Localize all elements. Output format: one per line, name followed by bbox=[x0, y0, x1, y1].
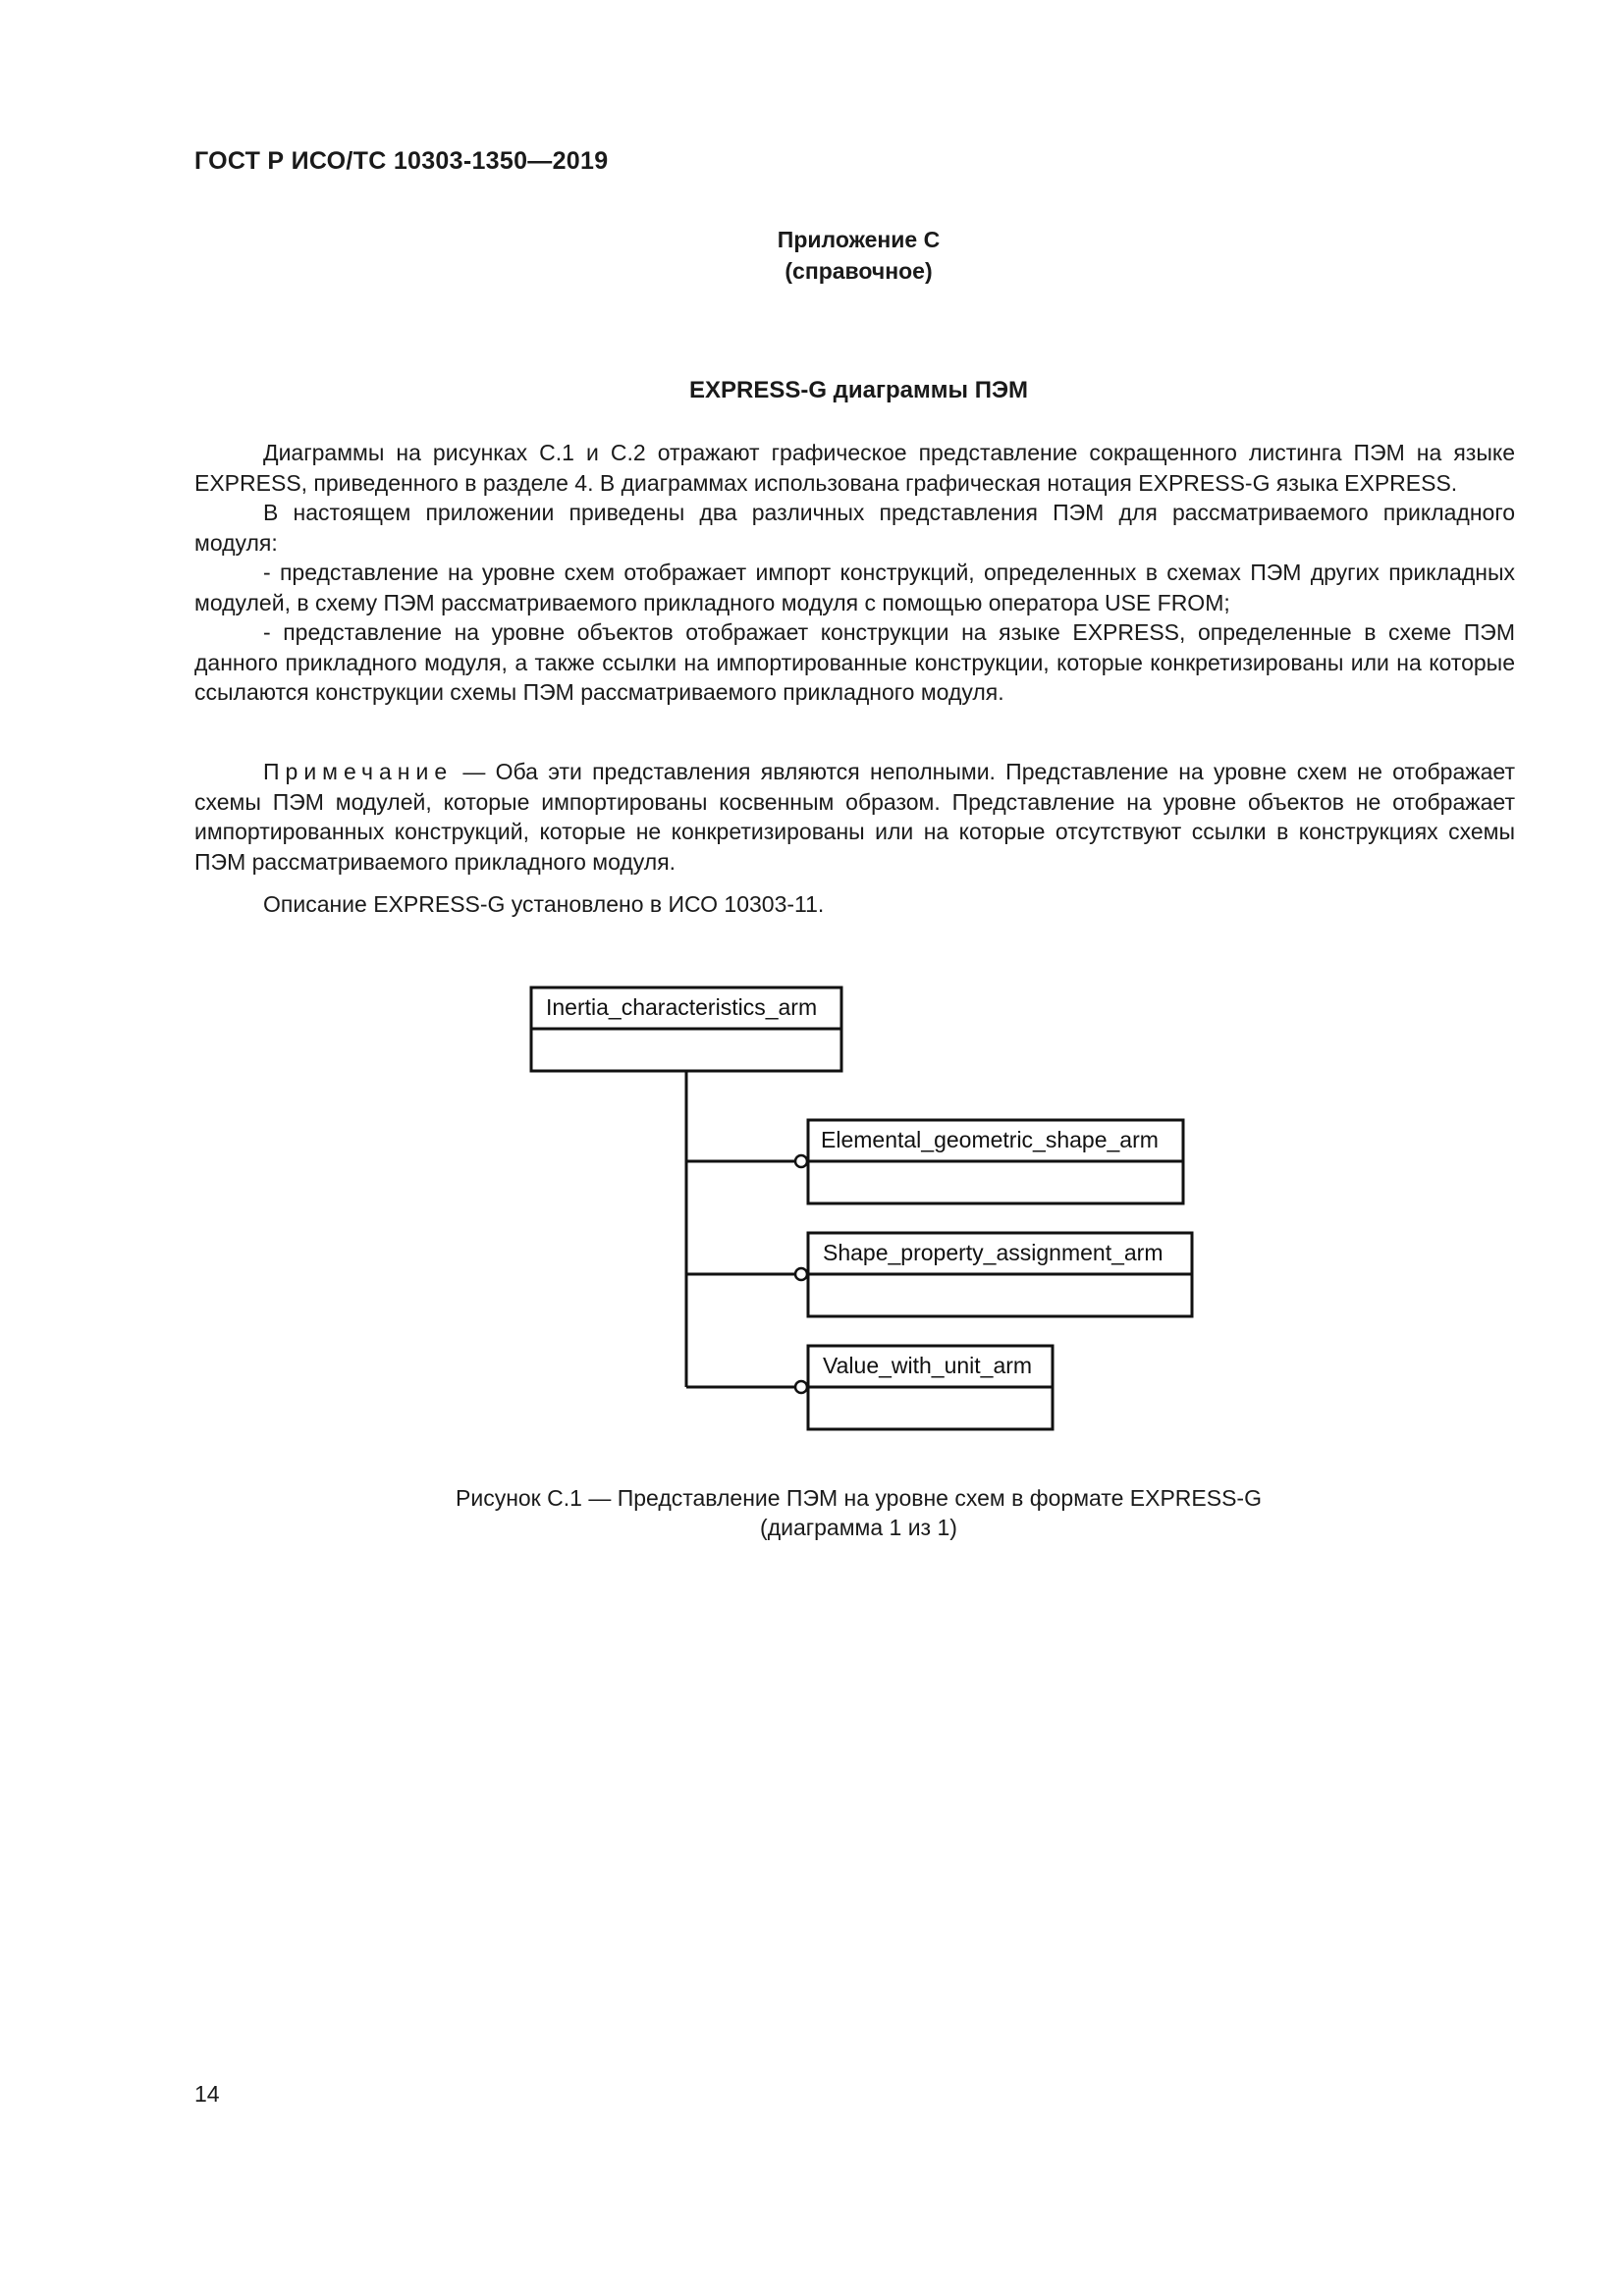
relation-circle-1 bbox=[795, 1155, 807, 1167]
figure-caption-line-2: (диаграмма 1 из 1) bbox=[760, 1515, 957, 1540]
entity-label-root: Inertia_characteristics_arm bbox=[546, 994, 818, 1020]
entity-box-1 bbox=[808, 1120, 1183, 1203]
annex-kind: (справочное) bbox=[785, 258, 933, 284]
entity-label-3: Value_with_unit_arm bbox=[823, 1353, 1033, 1378]
paragraph-2: В настоящем приложении приведены два различных представления ПЭМ для рассматриваемого прикладного модуля: bbox=[194, 500, 1515, 556]
section-title: EXPRESS-G диаграммы ПЭМ bbox=[688, 377, 1029, 403]
entity-box-2 bbox=[808, 1233, 1192, 1316]
annex-title: Приложение С bbox=[777, 227, 941, 252]
page-number: 14 bbox=[194, 2081, 220, 2107]
entity-box-root bbox=[531, 988, 841, 1071]
paragraph-1: Диаграммы на рисунках С.1 и С.2 отражают графическое представление сокращенного листинга ПЭМ на языке EXPRESS, приведенного в разделе 4. В диаграммах использована графическая нотация EXPRESS-G языка EXPRESS. bbox=[194, 440, 1515, 496]
note-label: Примечание bbox=[263, 759, 454, 784]
paragraph-3: - представление на уровне схем отображает импорт конструкций, определенных в схемах ПЭМ других прикладных модулей, в схему ПЭМ рассматриваемого прикладного модуля с помощью оператора USE FROM; bbox=[194, 560, 1515, 615]
note-text: — Оба эти представления являются неполными. Представление на уровне схем не отображает схемы ПЭМ модулей, которые импортированы косвенным образом. Представление на уровне объектов не отображает импортированных конструкций, которые не конкретизированы или на которые отсутствуют ссылки в конструкциях схемы ПЭМ рассматриваемого прикладного модуля. bbox=[194, 759, 1515, 875]
relation-circle-2 bbox=[795, 1268, 807, 1280]
relation-circle-3 bbox=[795, 1381, 807, 1393]
entity-label-2: Shape_property_assignment_arm bbox=[823, 1240, 1164, 1265]
document-header: ГОСТ Р ИСО/ТС 10303-1350—2019 bbox=[194, 147, 609, 175]
figure-caption-line-1: Рисунок С.1 — Представление ПЭМ на уровне схем в формате EXPRESS-G bbox=[456, 1485, 1262, 1511]
entity-label-1: Elemental_geometric_shape_arm bbox=[821, 1127, 1159, 1152]
entity-box-3 bbox=[808, 1346, 1053, 1429]
paragraph-4: - представление на уровне объектов отображает конструкции на языке EXPRESS, определенные в схеме ПЭМ данного прикладного модуля, а также ссылки на импортированные конструкции, которые конкретизированы или на которые ссылаются конструкции схемы ПЭМ рассматриваемого прикладного модуля. bbox=[194, 619, 1515, 705]
paragraph-5: Описание EXPRESS-G установлено в ИСО 10303-11. bbox=[263, 891, 825, 917]
figure-caption bbox=[0, 1483, 1624, 1542]
